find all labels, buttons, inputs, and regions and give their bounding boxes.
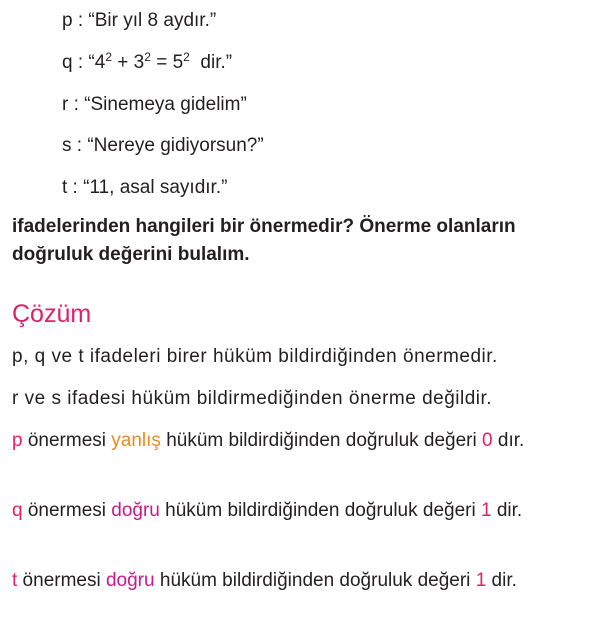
truth-word: doğru [111,500,160,521]
statement-letter: t [12,570,18,591]
statement-label: t [62,177,68,198]
solution-line-5: t önermesi doğru hüküm bildirdiğinden doğruluk değeri 1 dir. [12,570,517,591]
statement-text: “11, asal sayıdır.” [83,177,228,198]
statement-t: t : “11, asal sayıdır.” [62,177,228,198]
statement-text: “Nereye gidiyorsun?” [87,135,264,156]
solution-line-4: q önermesi doğru hüküm bildirdiğinden doğruluk değeri 1 dir. [12,500,523,521]
solution-title: Çözüm [12,300,92,328]
question-text: ifadelerinden hangileri bir önermedir? Önerme olanların doğruluk değerini bulalım. [12,216,516,265]
statement-label: q [62,52,73,73]
statement-label: s [62,135,72,156]
statement-text: “Bir yıl 8 aydır.” [88,10,217,31]
solution-line-1: p, q ve t ifadeleri birer hüküm bildirdiğinden önermedir. [12,346,498,367]
statement-text: “Sinemeya gidelim” [84,94,247,115]
solution-line-2: r ve s ifadesi hüküm bildirmediğinden önerme değildir. [12,388,493,409]
truth-value: 1 [475,570,487,591]
statement-r: r : “Sinemeya gidelim” [62,94,247,115]
statement-letter: p [12,430,23,451]
truth-value: 0 [482,430,493,451]
truth-value: 1 [480,500,492,521]
statement-p: p : “Bir yıl 8 aydır.” [62,10,217,31]
statement-label: p [62,10,73,31]
truth-word: yanlış [111,430,161,451]
statement-q: q : “$4^2 + 3^2 = 5^2$ dir.” [62,50,233,73]
solution-line-3: p önermesi yanlış hüküm bildirdiğinden doğruluk değeri 0 dır. [12,430,525,451]
statement-s: s : “Nereye gidiyorsun?” [62,135,264,156]
statement-letter: q [12,500,23,521]
statement-label: r [62,94,69,115]
truth-word: doğru [105,570,155,591]
